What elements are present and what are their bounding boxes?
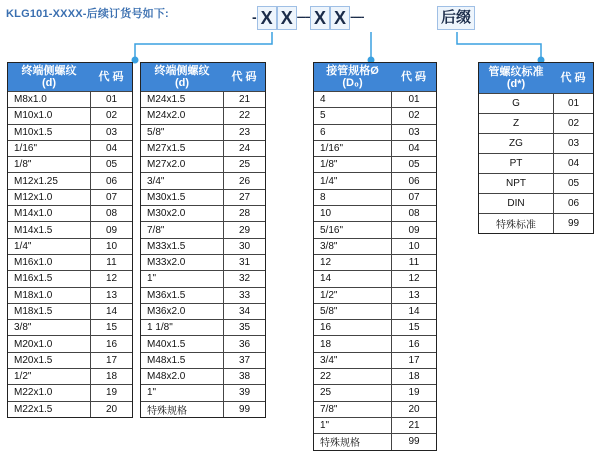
spec-cell: NPT bbox=[479, 174, 554, 193]
table-row bbox=[141, 401, 265, 417]
code-cell: 13 bbox=[408, 289, 420, 301]
code-cell: 01 bbox=[567, 98, 580, 109]
spec-cell: M36x1.5 bbox=[141, 288, 224, 303]
column-header-symbol: (d) bbox=[174, 77, 190, 89]
table-row bbox=[8, 401, 132, 417]
table-row bbox=[314, 221, 436, 237]
table-row bbox=[141, 335, 265, 351]
pipe-thread-standard-table bbox=[478, 62, 594, 234]
code-cell: 20 bbox=[408, 403, 420, 415]
table-row bbox=[479, 213, 593, 233]
code-cell: 36 bbox=[238, 338, 251, 350]
code-cell: 04 bbox=[105, 143, 118, 155]
code-cell: 07 bbox=[105, 191, 118, 203]
spec-cell: 5/8" bbox=[314, 304, 392, 319]
code-cell: 11 bbox=[106, 257, 117, 269]
spec-cell: M33x2.0 bbox=[141, 255, 224, 270]
code-cell: 12 bbox=[105, 273, 118, 285]
spec-cell: 1" bbox=[141, 271, 224, 286]
table-row bbox=[141, 254, 265, 270]
table-row bbox=[314, 124, 436, 140]
code-box-terminal: X bbox=[257, 6, 277, 30]
spec-cell: M27x2.0 bbox=[141, 157, 224, 172]
spec-cell: M12x1.25 bbox=[8, 173, 91, 188]
table-row bbox=[8, 107, 132, 123]
spec-cell: M27x1.5 bbox=[141, 141, 224, 156]
spec-cell: 特殊规格 bbox=[314, 434, 392, 449]
code-box-pipe-2: X bbox=[330, 6, 350, 30]
spec-cell: ZG bbox=[479, 134, 554, 153]
code-separator-2: ----- bbox=[350, 11, 364, 23]
spec-cell: M8x1.0 bbox=[8, 92, 91, 107]
table-row bbox=[8, 270, 132, 286]
spec-cell: 3/8" bbox=[314, 239, 392, 254]
code-cell: 18 bbox=[105, 371, 118, 383]
table-row bbox=[314, 189, 436, 205]
code-cell: 08 bbox=[105, 208, 118, 220]
table-row bbox=[314, 91, 436, 107]
spec-cell: M24x2.0 bbox=[141, 108, 224, 123]
code-cell: 05 bbox=[567, 178, 580, 189]
table-row bbox=[8, 221, 132, 237]
spec-cell: M33x1.5 bbox=[141, 239, 224, 254]
code-cell: 10 bbox=[408, 240, 420, 252]
code-cell: 99 bbox=[567, 218, 580, 229]
code-cell: 13 bbox=[105, 289, 118, 301]
connector-terminal bbox=[135, 32, 272, 58]
code-cell: 20 bbox=[105, 403, 118, 415]
spec-cell: M48x2.0 bbox=[141, 369, 224, 384]
table-row bbox=[141, 319, 265, 335]
spec-cell: 1/4" bbox=[314, 173, 392, 188]
spec-cell: M10x1.5 bbox=[8, 125, 91, 140]
table-row bbox=[141, 205, 265, 221]
code-cell: 37 bbox=[238, 354, 251, 366]
table-row bbox=[141, 270, 265, 286]
column-header-label: 终端侧螺纹 bbox=[154, 65, 210, 77]
spec-cell: 1/16" bbox=[314, 141, 392, 156]
code-cell: 02 bbox=[105, 110, 118, 122]
column-header-symbol: (d*) bbox=[506, 78, 526, 90]
table-row bbox=[314, 107, 436, 123]
table-row bbox=[314, 205, 436, 221]
code-cell: 15 bbox=[105, 322, 118, 334]
code-cell: 21 bbox=[238, 94, 251, 106]
table-row bbox=[479, 93, 593, 113]
column-header-code: 代 码 bbox=[400, 71, 427, 83]
column-header-code: 代 码 bbox=[560, 72, 586, 84]
column-header-code: 代 码 bbox=[98, 71, 124, 83]
spec-cell: 1/4" bbox=[8, 239, 91, 254]
code-cell: 33 bbox=[238, 289, 251, 301]
spec-cell: 1" bbox=[141, 385, 224, 400]
table-row bbox=[8, 368, 132, 384]
spec-cell: 22 bbox=[314, 369, 392, 384]
code-cell: 12 bbox=[408, 273, 420, 285]
table-row bbox=[479, 133, 593, 153]
table-row bbox=[314, 335, 436, 351]
spec-cell: 1/8" bbox=[8, 157, 91, 172]
spec-cell: M48x1.5 bbox=[141, 353, 224, 368]
code-cell: 04 bbox=[408, 143, 420, 155]
spec-cell: 1/2" bbox=[314, 288, 392, 303]
table-row bbox=[479, 173, 593, 193]
spec-cell: 16 bbox=[314, 320, 392, 335]
table-row bbox=[8, 238, 132, 254]
spec-cell: M30x2.0 bbox=[141, 206, 224, 221]
spec-cell: M12x1.0 bbox=[8, 190, 91, 205]
table-row bbox=[8, 156, 132, 172]
spec-cell: M30x1.5 bbox=[141, 190, 224, 205]
code-cell: 02 bbox=[408, 110, 420, 122]
code-cell: 11 bbox=[408, 257, 420, 269]
code-cell: 17 bbox=[105, 354, 118, 366]
spec-cell: Z bbox=[479, 114, 554, 133]
code-box-terminal-2: X bbox=[277, 6, 297, 30]
table-row bbox=[314, 319, 436, 335]
table-row bbox=[141, 91, 265, 107]
page-title: KLG101-XXXX-后续订货号如下: bbox=[6, 8, 169, 20]
table-row bbox=[479, 193, 593, 213]
code-cell: 09 bbox=[408, 224, 420, 236]
code-cell: 32 bbox=[238, 273, 251, 285]
table-row bbox=[314, 238, 436, 254]
table-row bbox=[314, 368, 436, 384]
spec-cell: 6 bbox=[314, 125, 392, 140]
table-row bbox=[8, 254, 132, 270]
spec-cell: M20x1.5 bbox=[8, 353, 91, 368]
table-row bbox=[141, 172, 265, 188]
spec-cell: M10x1.0 bbox=[8, 108, 91, 123]
code-prefix: - bbox=[252, 9, 257, 25]
code-cell: 39 bbox=[238, 387, 251, 399]
spec-cell: 1 1/8" bbox=[141, 320, 224, 335]
table-header bbox=[8, 63, 132, 91]
code-cell: 19 bbox=[408, 387, 420, 399]
spec-cell: 3/4" bbox=[141, 173, 224, 188]
spec-cell: 1/2" bbox=[8, 369, 91, 384]
spec-cell: M16x1.0 bbox=[8, 255, 91, 270]
spec-cell: 4 bbox=[314, 92, 392, 107]
spec-cell: 5/16" bbox=[314, 222, 392, 237]
spec-cell: DIN bbox=[479, 194, 554, 213]
table-row bbox=[314, 270, 436, 286]
code-cell: 08 bbox=[408, 208, 420, 220]
connector-suffix bbox=[457, 32, 541, 58]
spec-cell: 10 bbox=[314, 206, 392, 221]
table-row bbox=[141, 368, 265, 384]
spec-cell: 3/4" bbox=[314, 353, 392, 368]
table-row bbox=[8, 303, 132, 319]
table-row bbox=[314, 401, 436, 417]
spec-cell: 特殊标准 bbox=[479, 214, 554, 233]
spec-cell: M18x1.5 bbox=[8, 304, 91, 319]
table-row bbox=[314, 384, 436, 400]
spec-cell: M18x1.0 bbox=[8, 288, 91, 303]
table-row bbox=[314, 140, 436, 156]
spec-cell: M20x1.0 bbox=[8, 336, 91, 351]
spec-cell: 8 bbox=[314, 190, 392, 205]
table-header bbox=[314, 63, 436, 91]
code-separator: ----- bbox=[296, 11, 311, 23]
table-row bbox=[314, 417, 436, 433]
spec-cell: 7/8" bbox=[314, 402, 392, 417]
code-cell: 05 bbox=[105, 159, 118, 171]
code-cell: 05 bbox=[408, 159, 420, 171]
spec-cell: M14x1.5 bbox=[8, 222, 91, 237]
table-row bbox=[314, 352, 436, 368]
column-header-spec bbox=[8, 63, 90, 91]
table-row bbox=[141, 303, 265, 319]
code-cell: 35 bbox=[238, 322, 251, 334]
code-cell: 34 bbox=[238, 306, 251, 317]
spec-cell: M16x1.5 bbox=[8, 271, 91, 286]
code-cell: 02 bbox=[567, 118, 580, 129]
table-row bbox=[8, 124, 132, 140]
table-row bbox=[141, 384, 265, 400]
table-header bbox=[141, 63, 265, 91]
terminal-thread-table-1 bbox=[7, 62, 133, 418]
code-cell: 15 bbox=[408, 322, 420, 334]
code-cell: 03 bbox=[105, 126, 118, 138]
table-row bbox=[8, 172, 132, 188]
spec-cell: PT bbox=[479, 154, 554, 173]
code-cell: 29 bbox=[238, 224, 251, 236]
spec-cell: M22x1.0 bbox=[8, 385, 91, 400]
code-cell: 18 bbox=[408, 371, 420, 383]
table-row bbox=[314, 254, 436, 270]
code-cell: 14 bbox=[408, 306, 420, 317]
table-row bbox=[8, 91, 132, 107]
terminal-thread-table-2 bbox=[140, 62, 266, 418]
table-row bbox=[8, 384, 132, 400]
table-row bbox=[8, 205, 132, 221]
column-header-symbol: (d) bbox=[41, 77, 57, 89]
spec-cell: 25 bbox=[314, 385, 392, 400]
table-row bbox=[314, 172, 436, 188]
code-cell: 03 bbox=[408, 126, 420, 138]
spec-cell: M24x1.5 bbox=[141, 92, 224, 107]
code-cell: 06 bbox=[105, 175, 118, 187]
code-cell: 01 bbox=[105, 94, 118, 106]
spec-cell: M40x1.5 bbox=[141, 336, 224, 351]
column-header-spec bbox=[479, 63, 553, 93]
table-row bbox=[314, 287, 436, 303]
table-row bbox=[8, 335, 132, 351]
spec-cell: M22x1.5 bbox=[8, 402, 91, 417]
table-row bbox=[141, 189, 265, 205]
code-cell: 09 bbox=[105, 224, 118, 236]
table-row bbox=[479, 113, 593, 133]
column-header-label: 接管规格Ø bbox=[326, 65, 379, 77]
spec-cell: 14 bbox=[314, 271, 392, 286]
code-cell: 22 bbox=[238, 110, 251, 122]
code-cell: 25 bbox=[238, 159, 251, 171]
code-cell: 99 bbox=[408, 436, 420, 448]
spec-cell: M14x1.0 bbox=[8, 206, 91, 221]
code-cell: 30 bbox=[238, 240, 251, 252]
code-cell: 16 bbox=[105, 338, 118, 350]
table-row bbox=[314, 433, 436, 449]
table-row bbox=[141, 287, 265, 303]
column-header-label: 管螺纹标准 bbox=[488, 66, 544, 78]
code-cell: 01 bbox=[408, 94, 420, 106]
spec-cell: 7/8" bbox=[141, 222, 224, 237]
table-row bbox=[141, 221, 265, 237]
code-cell: 17 bbox=[408, 354, 420, 366]
code-cell: 38 bbox=[238, 371, 251, 383]
spec-cell: M36x2.0 bbox=[141, 304, 224, 319]
code-cell: 31 bbox=[238, 257, 251, 269]
table-row bbox=[141, 107, 265, 123]
code-cell: 14 bbox=[105, 306, 118, 317]
table-row bbox=[8, 189, 132, 205]
code-cell: 21 bbox=[408, 420, 420, 432]
table-row bbox=[141, 140, 265, 156]
table-row bbox=[314, 156, 436, 172]
spec-cell: 12 bbox=[314, 255, 392, 270]
code-cell: 27 bbox=[238, 191, 251, 203]
table-row bbox=[8, 140, 132, 156]
column-header-symbol: (D₀) bbox=[342, 77, 363, 89]
spec-cell: 特殊规格 bbox=[141, 402, 224, 417]
code-cell: 19 bbox=[105, 387, 118, 399]
code-cell: 03 bbox=[567, 138, 580, 149]
spec-cell: 5/8" bbox=[141, 125, 224, 140]
code-cell: 23 bbox=[238, 126, 251, 138]
code-cell: 99 bbox=[238, 403, 251, 415]
table-row bbox=[141, 156, 265, 172]
table-row bbox=[314, 303, 436, 319]
code-cell: 06 bbox=[567, 198, 580, 209]
column-header-code: 代 码 bbox=[231, 71, 257, 83]
column-header-spec bbox=[141, 63, 223, 91]
spec-cell: 18 bbox=[314, 336, 392, 351]
spec-cell: 1/16" bbox=[8, 141, 91, 156]
spec-cell: 1" bbox=[314, 418, 392, 433]
column-header-spec bbox=[314, 63, 391, 91]
table-row bbox=[8, 319, 132, 335]
table-row bbox=[479, 153, 593, 173]
code-cell: 07 bbox=[408, 191, 420, 203]
spec-cell: G bbox=[479, 94, 554, 113]
code-cell: 06 bbox=[408, 175, 420, 187]
code-cell: 24 bbox=[238, 143, 251, 155]
code-cell: 26 bbox=[238, 175, 251, 187]
column-header-label: 终端侧螺纹 bbox=[21, 65, 77, 77]
spec-cell: 1/8" bbox=[314, 157, 392, 172]
code-cell: 16 bbox=[408, 338, 420, 350]
code-box-pipe: X bbox=[310, 6, 330, 30]
table-header bbox=[479, 63, 593, 93]
code-cell: 10 bbox=[105, 240, 118, 252]
table-row bbox=[141, 352, 265, 368]
spec-cell: 5 bbox=[314, 108, 392, 123]
code-cell: 04 bbox=[567, 158, 580, 169]
table-row bbox=[141, 124, 265, 140]
table-row bbox=[8, 287, 132, 303]
table-row bbox=[8, 352, 132, 368]
spec-cell: 3/8" bbox=[8, 320, 91, 335]
pipe-size-table bbox=[313, 62, 437, 451]
suffix-box: 后缀 bbox=[437, 6, 475, 30]
table-row bbox=[141, 238, 265, 254]
code-cell: 28 bbox=[238, 208, 251, 220]
